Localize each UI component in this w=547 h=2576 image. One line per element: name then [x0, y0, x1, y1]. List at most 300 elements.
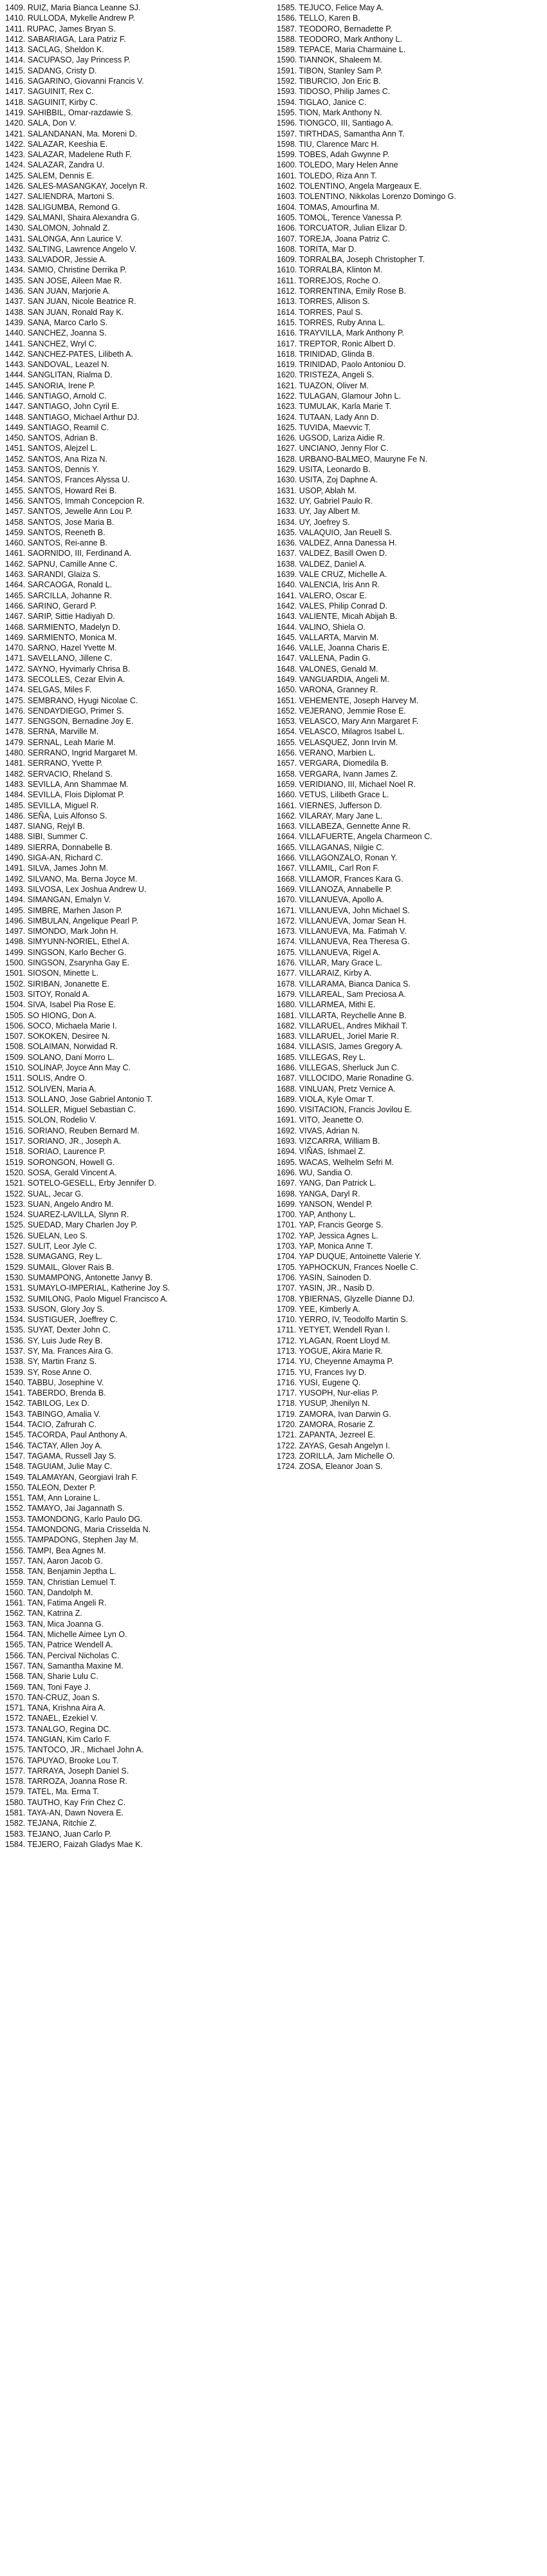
list-item: 1648. VALONES, Genald M. — [277, 664, 378, 674]
list-item: 1516. SORIANO, Reuben Bernard M. — [5, 1126, 140, 1135]
list-item: 1422. SALAZAR, Keeshia E. — [5, 139, 108, 149]
list-item: 1621. TUAZON, Oliver M. — [277, 381, 369, 390]
list-item: 1722. ZAYAS, Gesah Angelyn I. — [277, 1441, 391, 1450]
list-item: 1538. SY, Martin Franz S. — [5, 1357, 97, 1367]
list-item: 1471. SAVELLANO, Jillene C. — [5, 654, 113, 663]
list-item: 1483. SEVILLA, Ann Shammae M. — [5, 779, 129, 789]
list-item: 1654. VELASCO, Milagros Isabel L. — [277, 727, 405, 737]
list-item: 1681. VILLARTA, Reychelle Anne B. — [277, 1010, 407, 1020]
list-item: 1487. SIANG, Rejyl B. — [5, 822, 85, 831]
list-item: 1421. SALANDANAN, Ma. Moreni D. — [5, 129, 137, 138]
list-item: 1501. SIOSON, Minette L. — [5, 969, 99, 978]
list-item: 1623. TUMULAK, Karla Marie T. — [277, 402, 392, 412]
list-item: 1419. SAHIBBIL, Omar-razdawie S. — [5, 108, 133, 117]
list-item: 1699. YANSON, Wendel P. — [277, 1199, 373, 1209]
list-item: 1620. TRISTEZA, Angeli S. — [277, 370, 375, 380]
list-item: 1592. TIBURCIO, Jon Eric B. — [277, 77, 381, 86]
list-item: 1409. RUIZ, Maria Bianca Leanne SJ. — [5, 3, 141, 12]
list-item: 1578. TARROZA, Joanna Rose R. — [5, 1777, 127, 1786]
list-item: 1496. SIMBULAN, Angelique Pearl P. — [5, 916, 138, 925]
list-item: 1504. SIVA, Isabel Pia Rose E. — [5, 1000, 116, 1010]
list-item: 1522. SUAL, Jecar G. — [5, 1189, 84, 1198]
list-item: 1609. TORRALBA, Joseph Christopher T. — [277, 255, 425, 265]
list-item: 1561. TAN, Fatima Angeli R. — [5, 1598, 107, 1608]
list-item: 1646. VALLE, Joanna Charis E. — [277, 643, 390, 653]
list-item: 1482. SERVACIO, Rheland S. — [5, 769, 113, 779]
list-item: 1585. TEJUCO, Felice May A. — [277, 3, 384, 12]
list-item: 1412. SABARIAGA, Lara Patriz F. — [5, 34, 126, 44]
list-item: 1692. VIVAS, Adrian N. — [277, 1126, 360, 1135]
list-item: 1665. VILLAGANAS, Nilgie C. — [277, 842, 384, 852]
list-item: 1505. SO HIONG, Don A. — [5, 1010, 97, 1020]
name-list-column-left — [5, 3, 275, 1850]
list-item: 1624. TUTAAN, Lady Ann D. — [277, 412, 379, 422]
list-item: 1465. SARCILLA, Johanne R. — [5, 591, 113, 600]
list-item: 1557. TAN, Aaron Jacob G. — [5, 1556, 103, 1566]
list-item: 1518. SORIAO, Laurence P. — [5, 1147, 106, 1157]
list-item: 1634. UY, Joefrey S. — [277, 517, 350, 527]
list-item: 1693. VIZCARRA, William B. — [277, 1137, 380, 1146]
list-item: 1601. TOLEDO, Riza Ann T. — [277, 171, 377, 180]
list-item: 1576. TAPUYAO, Brooke Lou T. — [5, 1756, 119, 1765]
list-item: 1439. SANA, Marco Carlo S. — [5, 317, 108, 327]
list-item: 1589. TEPACE, Maria Charmaine L. — [277, 45, 406, 55]
list-item: 1415. SADANG, Cristy D. — [5, 66, 97, 75]
list-item: 1587. TEODORO, Bernadette P. — [277, 24, 393, 33]
list-item: 1669. VILLANOZA, Annabelle P. — [277, 884, 393, 894]
list-item: 1709. YEE, Kimberly A. — [277, 1304, 360, 1314]
list-item: 1668. VILLAMOR, Frances Kara G. — [277, 874, 403, 884]
list-item: 1416. SAGARINO, Giovanni Francis V. — [5, 77, 144, 86]
list-item: 1676. VILLAR, Mary Grace L. — [277, 958, 382, 968]
list-item: 1456. SANTOS, Immah Concepcion R. — [5, 496, 145, 506]
list-item: 1566. TAN, Percival Nicholas C. — [5, 1651, 120, 1660]
list-item: 1560. TAN, Dandolph M. — [5, 1587, 93, 1597]
list-item: 1565. TAN, Patrice Wendell A. — [5, 1640, 113, 1650]
list-item: 1480. SERRANO, Ingrid Margaret M. — [5, 748, 138, 758]
list-item: 1655. VELASQUEZ, Jonn Irvin M. — [277, 737, 398, 747]
list-item: 1528. SUMAGANG, Rey L. — [5, 1252, 102, 1262]
list-item: 1545. TACORDA, Paul Anthony A. — [5, 1430, 127, 1440]
list-item: 1445. SANORIA, Irene P. — [5, 381, 96, 390]
list-item: 1643. VALIENTE, Micah Abijah B. — [277, 612, 398, 621]
list-item: 1506. SOCO, Michaela Marie I. — [5, 1021, 117, 1030]
list-item: 1431. SALONGA, Ann Laurice V. — [5, 234, 123, 243]
list-item: 1678. VILLARAMA, Bianca Danica S. — [277, 979, 411, 989]
list-item: 1602. TOLENTINO, Angela Margeaux E. — [277, 182, 422, 191]
list-item: 1470. SARNO, Hazel Yvette M. — [5, 643, 117, 653]
list-item: 1697. YANG, Dan Patrick L. — [277, 1179, 376, 1188]
list-item: 1641. VALERO, Oscar E. — [277, 591, 367, 600]
list-item: 1581. TAYA-AN, Dawn Novera E. — [5, 1808, 124, 1818]
list-item: 1707. YASIN, JR., Nasib D. — [277, 1283, 375, 1293]
list-item: 1531. SUMAYLO-IMPERIAL, Katherine Joy S. — [5, 1283, 171, 1293]
list-item: 1562. TAN, Katrina Z. — [5, 1609, 82, 1618]
list-item: 1650. VARONA, Granney R. — [277, 685, 378, 695]
list-item: 1509. SOLANO, Dani Morro L. — [5, 1052, 115, 1062]
list-item: 1675. VILLANUEVA, Rigel A. — [277, 947, 380, 957]
list-item: 1512. SOLIVEN, Maria A. — [5, 1084, 97, 1094]
list-item: 1603. TOLENTINO, Nikkolas Lorenzo Domingo G. — [277, 192, 456, 202]
list-item: 1712. YLAGAN, Roent Lloyd M. — [277, 1336, 391, 1345]
list-item: 1705. YAPHOCKUN, Frances Noelle C. — [277, 1262, 418, 1272]
list-item: 1719. ZAMORA, Ivan Darwin G. — [277, 1409, 391, 1419]
list-item: 1508. SOLAIMAN, Norwidad R. — [5, 1042, 118, 1052]
list-item: 1476. SENDAYDIEGO, Primer S. — [5, 706, 124, 715]
list-item: 1441. SANCHEZ, Wryl C. — [5, 339, 97, 348]
list-item: 1612. TORRENTINA, Emily Rose B. — [277, 287, 406, 296]
list-item: 1459. SANTOS, Reeneth B. — [5, 527, 106, 537]
list-item: 1564. TAN, Michelle Aimee Lyn O. — [5, 1630, 127, 1640]
list-item: 1590. TIANNOK, Shaleem M. — [277, 55, 382, 65]
list-item: 1425. SALEM, Dennis E. — [5, 171, 95, 180]
list-item: 1723. ZORILLA, Jam Michelle O. — [277, 1451, 395, 1461]
list-item: 1660. VETUS, Lilibeth Grace L. — [277, 790, 389, 800]
list-item: 1446. SANTIAGO, Arnold C. — [5, 391, 107, 401]
list-item: 1618. TRINIDAD, Glinda B. — [277, 349, 375, 359]
list-item: 1524. SUAREZ-LAVILLA, Slynn R. — [5, 1210, 129, 1220]
list-item: 1606. TORCUATOR, Julian Elizar D. — [277, 223, 407, 233]
list-item: 1454. SANTOS, Frances Alyssa U. — [5, 475, 130, 485]
list-item: 1444. SANGLITAN, Rialma D. — [5, 370, 113, 380]
list-item: 1674. VILLANUEVA, Rea Theresa G. — [277, 937, 410, 947]
list-item: 1658. VERGARA, Ivann James Z. — [277, 769, 398, 779]
list-item: 1474. SELGAS, Miles F. — [5, 685, 92, 695]
list-item: 1708. YBIERNAS, Glyzelle Dianne DJ. — [277, 1294, 415, 1303]
list-item: 1523. SUAN, Angelo Andro M. — [5, 1199, 114, 1209]
list-item: 1680. VILLARMEA, Mithi E. — [277, 1000, 376, 1010]
list-item: 1450. SANTOS, Adrian B. — [5, 433, 98, 443]
list-item: 1687. VILLOCIDO, Marie Ronadine G. — [277, 1074, 414, 1083]
list-item: 1718. YUSUP, Jhenilyn N. — [277, 1399, 370, 1408]
list-item: 1600. TOLEDO, Mary Helen Anne — [277, 160, 398, 170]
list-item: 1533. SUSON, Glory Joy S. — [5, 1304, 105, 1314]
list-item: 1452. SANTOS, Ana Riza N. — [5, 454, 107, 464]
list-item: 1594. TIGLAO, Janice C. — [277, 97, 367, 107]
list-item: 1608. TORITA, Mar D. — [277, 244, 357, 254]
list-item: 1595. TION, Mark Anthony N. — [277, 108, 382, 117]
list-item: 1573. TANALGO, Regina DC. — [5, 1724, 111, 1734]
list-item: 1550. TALEON, Dexter P. — [5, 1482, 97, 1492]
list-item: 1610. TORRALBA, Klinton M. — [277, 265, 383, 275]
list-item: 1625. TUVIDA, Maevvic T. — [277, 422, 371, 432]
list-item: 1628. URBANO-BALMEO, Mauryne Fe N. — [277, 454, 428, 464]
list-item: 1677. VILLARAIZ, Kirby A. — [277, 969, 372, 978]
list-item: 1632. UY, Gabriel Paulo R. — [277, 496, 373, 506]
list-item: 1661. VIERNES, Jufferson D. — [277, 800, 382, 810]
list-item: 1440. SANCHEZ, Joanna S. — [5, 328, 107, 338]
list-item: 1485. SEVILLA, Miguel R. — [5, 800, 99, 810]
list-item: 1605. TOMOL, Terence Vanessa P. — [277, 213, 402, 222]
list-item: 1702. YAP, Jessica Agnes L. — [277, 1231, 378, 1240]
list-item: 1656. VERANO, Marbien L. — [277, 748, 376, 758]
list-item: 1614. TORRES, Paul S. — [277, 307, 363, 317]
list-item: 1418. SAGUINIT, Kirby C. — [5, 97, 98, 107]
list-item: 1438. SAN JUAN, Ronald Ray K. — [5, 307, 124, 317]
list-item: 1540. TABBU, Josephine V. — [5, 1378, 104, 1387]
list-item: 1548. TAGUIAM, Julie May C. — [5, 1462, 113, 1472]
list-item: 1466. SARINO, Gerard P. — [5, 601, 97, 611]
list-item: 1696. WU, Sandia O. — [277, 1168, 353, 1177]
list-item: 1604. TOMAS, Amourfina M. — [277, 202, 380, 212]
list-item: 1530. SUMAMPONG, Antonette Janvy B. — [5, 1273, 153, 1282]
list-item: 1513. SOLLANO, Jose Gabriel Antonio T. — [5, 1094, 153, 1104]
list-item: 1579. TATEL, Ma. Erma T. — [5, 1787, 99, 1797]
list-item: 1715. YU, Frances Ivy D. — [277, 1367, 367, 1377]
list-item: 1488. SIBI, Summer C. — [5, 832, 88, 842]
list-item: 1586. TELLO, Karen B. — [277, 14, 360, 23]
list-item: 1626. UGSOD, Lariza Aidie R. — [277, 433, 385, 443]
list-item: 1481. SERRANO, Yvette P. — [5, 759, 103, 768]
list-item: 1492. SILVANO, Ma. Berna Joyce M. — [5, 874, 138, 884]
list-item: 1510. SOLINAP, Joyce Ann May C. — [5, 1063, 131, 1072]
list-item: 1442. SANCHEZ-PATES, Lilibeth A. — [5, 349, 133, 359]
list-item: 1426. SALES-MASANGKAY, Jocelyn R. — [5, 182, 148, 191]
list-item: 1720. ZAMORA, Rosarie Z. — [277, 1420, 375, 1430]
list-item: 1572. TANAEL, Ezekiel V. — [5, 1714, 98, 1723]
list-item: 1527. SULIT, Leor Jyle C. — [5, 1242, 97, 1251]
list-item: 1690. VISITACION, Francis Jovilou E. — [277, 1105, 413, 1115]
list-item: 1698. YANGA, Daryl R. — [277, 1189, 360, 1198]
list-item: 1434. SAMIO, Christine Derrika P. — [5, 265, 127, 275]
list-item: 1479. SERNAL, Leah Marie M. — [5, 737, 116, 747]
list-item: 1717. YUSOPH, Nur-elias P. — [277, 1388, 378, 1398]
list-item: 1497. SIMONDO, Mark John H. — [5, 927, 118, 936]
list-item: 1539. SY, Rose Anne O. — [5, 1367, 92, 1377]
list-item: 1701. YAP, Francis George S. — [277, 1220, 384, 1230]
list-item: 1710. YERRO, IV, Teodolfo Martin S. — [277, 1315, 409, 1325]
list-item: 1647. VALLENA, Padin G. — [277, 654, 371, 663]
list-item: 1630. USITA, Zoj Daphne A. — [277, 475, 378, 485]
list-item: 1580. TAUTHO, Kay Frin Chez C. — [5, 1797, 126, 1807]
list-item: 1686. VILLEGAS, Sherluck Jun C. — [277, 1063, 400, 1072]
list-item: 1555. TAMPADONG, Stephen Jay M. — [5, 1535, 139, 1545]
list-item: 1541. TABERDO, Brenda B. — [5, 1388, 106, 1398]
list-item: 1517. SORIANO, JR., Joseph A. — [5, 1137, 121, 1146]
list-item: 1462. SAPNU, Camille Anne C. — [5, 559, 118, 569]
list-item: 1611. TORREJOS, Roche O. — [277, 276, 381, 285]
list-item: 1642. VALES, Philip Conrad D. — [277, 601, 388, 611]
list-item: 1535. SUYAT, Dexter John C. — [5, 1325, 111, 1335]
list-item: 1599. TOBES, Adah Gwynne P. — [277, 150, 390, 160]
list-item: 1635. VALAQUIO, Jan Reuell S. — [277, 527, 393, 537]
list-item: 1451. SANTOS, Alejzel L. — [5, 444, 97, 453]
list-item: 1449. SANTIAGO, Reamil C. — [5, 422, 109, 432]
list-item: 1526. SUELAN, Leo S. — [5, 1231, 88, 1240]
list-item: 1423. SALAZAR, Madelene Ruth F. — [5, 150, 132, 160]
list-item: 1570. TAN-CRUZ, Joan S. — [5, 1692, 100, 1702]
list-item: 1430. SALOMON, Johnald Z. — [5, 223, 110, 233]
list-item: 1619. TRINIDAD, Paolo Antoniou D. — [277, 360, 406, 370]
list-item: 1514. SOLLER, Miguel Sebastian C. — [5, 1105, 136, 1115]
list-item: 1424. SALAZAR, Zandra U. — [5, 160, 105, 170]
list-item: 1639. VALE CRUZ, Michelle A. — [277, 570, 387, 580]
list-item: 1486. SEÑA, Luis Alfonso S. — [5, 811, 107, 820]
list-item: 1472. SAYNO, Hyvimarly Chrisa B. — [5, 664, 131, 674]
list-item: 1684. VILLASIS, James Gregory A. — [277, 1042, 403, 1052]
list-item: 1552. TAMAYO, Jai Jagannath S. — [5, 1504, 125, 1513]
list-item: 1453. SANTOS, Dennis Y. — [5, 465, 99, 475]
list-item: 1544. TACIO, Zafrurah C. — [5, 1420, 97, 1430]
list-item: 1583. TEJANO, Juan Carlo P. — [5, 1829, 111, 1839]
list-item: 1511. SOLIS, Andre O. — [5, 1074, 87, 1083]
list-item: 1437. SAN JUAN, Nicole Beatrice R. — [5, 297, 136, 307]
list-item: 1503. SITOY, Ronald A. — [5, 989, 90, 999]
list-item: 1575. TANTOCO, JR., Michael John A. — [5, 1745, 144, 1755]
list-item: 1428. SALIGUMBA, Remond G. — [5, 202, 120, 212]
list-item: 1469. SARMIENTO, Monica M. — [5, 632, 117, 642]
list-item: 1672. VILLANUEVA, Jomar Sean H. — [277, 916, 407, 925]
list-item: 1617. TREPTOR, Ronic Albert D. — [277, 339, 396, 348]
list-item: 1532. SUMILONG, Paolo Miguel Francisco A. — [5, 1294, 168, 1303]
list-item: 1429. SALMANI, Shaira Alexandra G. — [5, 213, 140, 222]
list-item: 1663. VILLABEZA, Gennette Anne R. — [277, 822, 411, 831]
list-item: 1616. TRAYVILLA, Mark Anthony P. — [277, 328, 405, 338]
list-item: 1417. SAGUINIT, Rex C. — [5, 87, 94, 97]
list-item: 1636. VALDEZ, Anna Danessa H. — [277, 538, 397, 548]
list-item: 1637. VALDEZ, Basill Owen D. — [277, 549, 387, 558]
list-item: 1683. VILLARUEL, Joriel Marie R. — [277, 1032, 399, 1041]
list-item: 1563. TAN, Mica Joanna G. — [5, 1619, 104, 1629]
list-item: 1671. VILLANUEVA, John Michael S. — [277, 905, 410, 915]
list-item: 1695. WACAS, Welhelm Sefri M. — [277, 1157, 394, 1167]
list-item: 1547. TAGAMA, Russell Jay S. — [5, 1451, 116, 1461]
list-item: 1475. SEMBRANO, Hyugi Nicolae C. — [5, 696, 138, 705]
list-item: 1631. USOP, Ablah M. — [277, 486, 357, 495]
list-item: 1494. SIMANGAN, Emalyn V. — [5, 895, 111, 905]
list-item: 1493. SILVOSA, Lex Joshua Andrew U. — [5, 884, 147, 894]
list-item: 1584. TEJERO, Faizah Gladys Mae K. — [5, 1839, 143, 1849]
list-item: 1432. SALTING, Lawrence Angelo V. — [5, 244, 137, 254]
list-item: 1627. UNCIANO, Jenny Flor C. — [277, 444, 389, 453]
list-item: 1664. VILLAFUERTE, Angela Charmeon C. — [277, 832, 432, 842]
list-item: 1568. TAN, Sharie Lulu C. — [5, 1672, 98, 1681]
list-item: 1706. YASIN, Sainoden D. — [277, 1273, 371, 1282]
list-item: 1694. VIÑAS, Ishmael Z. — [277, 1147, 366, 1157]
list-item: 1521. SOTELO-GESELL, Erby Jennifer D. — [5, 1179, 156, 1188]
list-item: 1448. SANTIAGO, Michael Arthur DJ. — [5, 412, 140, 422]
list-item: 1591. TIBON, Stanley Sam P. — [277, 66, 383, 75]
list-item: 1598. TIU, Clarence Marc H. — [277, 139, 379, 149]
list-item: 1556. TAMPI, Bea Agnes M. — [5, 1546, 106, 1555]
list-item: 1443. SANDOVAL, Leazel N. — [5, 360, 109, 370]
list-item: 1559. TAN, Christian Lemuel T. — [5, 1577, 116, 1587]
list-item: 1659. VERIDIANO, III, Michael Noel R. — [277, 779, 416, 789]
list-item: 1433. SALVADOR, Jessie A. — [5, 255, 107, 265]
list-item: 1571. TANA, Krishna Aira A. — [5, 1703, 106, 1713]
list-item: 1551. TAM, Ann Loraine L. — [5, 1493, 100, 1503]
list-item: 1714. YU, Cheyenne Amayma P. — [277, 1357, 394, 1367]
list-item: 1651. VEHEMENTE, Joseph Harvey M. — [277, 696, 419, 705]
list-item: 1520. SOSA, Gerald Vincent A. — [5, 1168, 117, 1177]
list-item: 1413. SACLAG, Sheldon K. — [5, 45, 104, 55]
list-item: 1703. YAP, Monica Anne T. — [277, 1242, 373, 1251]
list-item: 1436. SAN JUAN, Marjorie A. — [5, 287, 111, 296]
list-item: 1463. SARANDI, Glaiza S. — [5, 570, 100, 580]
list-item: 1543. TABINGO, Amalia V. — [5, 1409, 101, 1419]
list-item: 1447. SANTIAGO, John Cyril E. — [5, 402, 120, 412]
list-item: 1477. SENGSON, Bernadine Joy E. — [5, 717, 134, 726]
list-item: 1553. TAMONDONG, Karlo Paulo DG. — [5, 1514, 143, 1524]
list-item: 1537. SY, Ma. Frances Aira G. — [5, 1347, 113, 1356]
list-item: 1652. VEJERANO, Jemmie Rose E. — [277, 706, 406, 715]
list-item: 1435. SAN JOSE, Aileen Mae R. — [5, 276, 122, 285]
list-item: 1574. TANGIAN, Kim Carlo F. — [5, 1734, 111, 1744]
list-item: 1495. SIMBRE, Marhen Jason P. — [5, 905, 123, 915]
list-item: 1588. TEODORO, Mark Anthony L. — [277, 34, 402, 44]
list-item: 1700. YAP, Anthony L. — [277, 1210, 357, 1220]
list-item: 1666. VILLAGONZALO, Ronan Y. — [277, 853, 398, 863]
list-item: 1613. TORRES, Allison S. — [277, 297, 370, 307]
list-item: 1629. USITA, Leonardo B. — [277, 465, 371, 475]
list-item: 1427. SALIENDRA, Martoni S. — [5, 192, 115, 202]
list-item: 1689. VIOLA, Kyle Omar T. — [277, 1094, 374, 1104]
list-item: 1499. SINGSON, Karlo Becher G. — [5, 947, 127, 957]
list-item: 1657. VERGARA, Diomedila B. — [277, 759, 389, 768]
list-item: 1460. SANTOS, Rei-anne B. — [5, 538, 107, 548]
list-item: 1649. VANGUARDIA, Angeli M. — [277, 675, 389, 684]
list-item: 1615. TORRES, Ruby Anna L. — [277, 317, 385, 327]
list-item: 1500. SINGSON, Zsarynha Gay E. — [5, 958, 130, 968]
list-item: 1577. TARRAYA, Joseph Daniel S. — [5, 1766, 129, 1776]
list-item: 1502. SIRIBAN, Jonanette E. — [5, 979, 109, 989]
list-item: 1507. SOKOKEN, Desiree N. — [5, 1032, 110, 1041]
list-item: 1554. TAMONDONG, Maria Crisselda N. — [5, 1525, 151, 1535]
list-item: 1546. TACTAY, Allen Joy A. — [5, 1441, 103, 1450]
list-item: 1491. SILVA, James John M. — [5, 864, 109, 873]
list-item: 1670. VILLANUEVA, Apollo A. — [277, 895, 384, 905]
list-item: 1414. SACUPASO, Jay Princess P. — [5, 55, 131, 65]
list-item: 1411. RUPAC, James Bryan S. — [5, 24, 116, 33]
list-item: 1711. YETYET, Wendell Ryan I. — [277, 1325, 390, 1335]
list-item: 1645. VALLARTA, Marvin M. — [277, 632, 379, 642]
list-item: 1467. SARIP, Sittie Hadiyah D. — [5, 612, 115, 621]
list-item: 1410. RULLODA, Mykelle Andrew P. — [5, 14, 135, 23]
list-item: 1593. TIDOSO, Philip James C. — [277, 87, 391, 97]
list-item: 1484. SEVILLA, Flois Diplomat P. — [5, 790, 125, 800]
list-item: 1721. ZAPANTA, Jezreel E. — [277, 1430, 376, 1440]
list-item: 1704. YAP DUQUE, Antoinette Valerie Y. — [277, 1252, 422, 1262]
list-item: 1498. SIMYUNN-NORIEL, Ethel A. — [5, 937, 130, 947]
list-item: 1667. VILLAMIL, Carl Ron F. — [277, 864, 380, 873]
list-item: 1549. TALAMAYAN, Georgiavi Irah F. — [5, 1472, 138, 1482]
list-item: 1633. UY, Jay Albert M. — [277, 507, 360, 516]
list-item: 1622. TULAGAN, Glamour John L. — [277, 391, 401, 401]
list-item: 1558. TAN, Benjamin Jeptha L. — [5, 1567, 116, 1577]
list-item: 1464. SARCAOGA, Ronald L. — [5, 580, 113, 590]
list-item: 1542. TABILOG, Lex D. — [5, 1399, 89, 1408]
list-item: 1420. SALA, Don V. — [5, 118, 77, 128]
list-item: 1478. SERNA, Marville M. — [5, 727, 99, 737]
list-item: 1644. VALINO, Shiela O. — [277, 622, 366, 632]
list-item: 1457. SANTOS, Jewelle Ann Lou P. — [5, 507, 133, 516]
list-item: 1673. VILLANUEVA, Ma. Fatimah V. — [277, 927, 407, 936]
list-item: 1519. SORONGON, Howell G. — [5, 1157, 115, 1167]
list-item: 1724. ZOSA, Eleanor Joan S. — [277, 1462, 383, 1472]
list-item: 1688. VINLUAN, Pretz Vernice A. — [277, 1084, 396, 1094]
list-item: 1713. YOGUE, Akira Marie R. — [277, 1347, 384, 1356]
list-item: 1515. SOLON, Rodelio V. — [5, 1115, 97, 1125]
list-item: 1458. SANTOS, Jose Maria B. — [5, 517, 115, 527]
list-item: 1691. VITO, Jeanette O. — [277, 1115, 364, 1125]
list-item: 1653. VELASCO, Mary Ann Margaret F. — [277, 717, 419, 726]
list-item: 1567. TAN, Samantha Maxine M. — [5, 1661, 124, 1671]
list-item: 1596. TIONGCO, III, Santiago A. — [277, 118, 394, 128]
list-item: 1679. VILLAREAL, Sam Preciosa A. — [277, 989, 406, 999]
name-list-column-right — [277, 3, 546, 1472]
list-item: 1489. SIERRA, Donnabelle B. — [5, 842, 113, 852]
list-item: 1473. SECOLLES, Cezar Elvin A. — [5, 675, 125, 684]
